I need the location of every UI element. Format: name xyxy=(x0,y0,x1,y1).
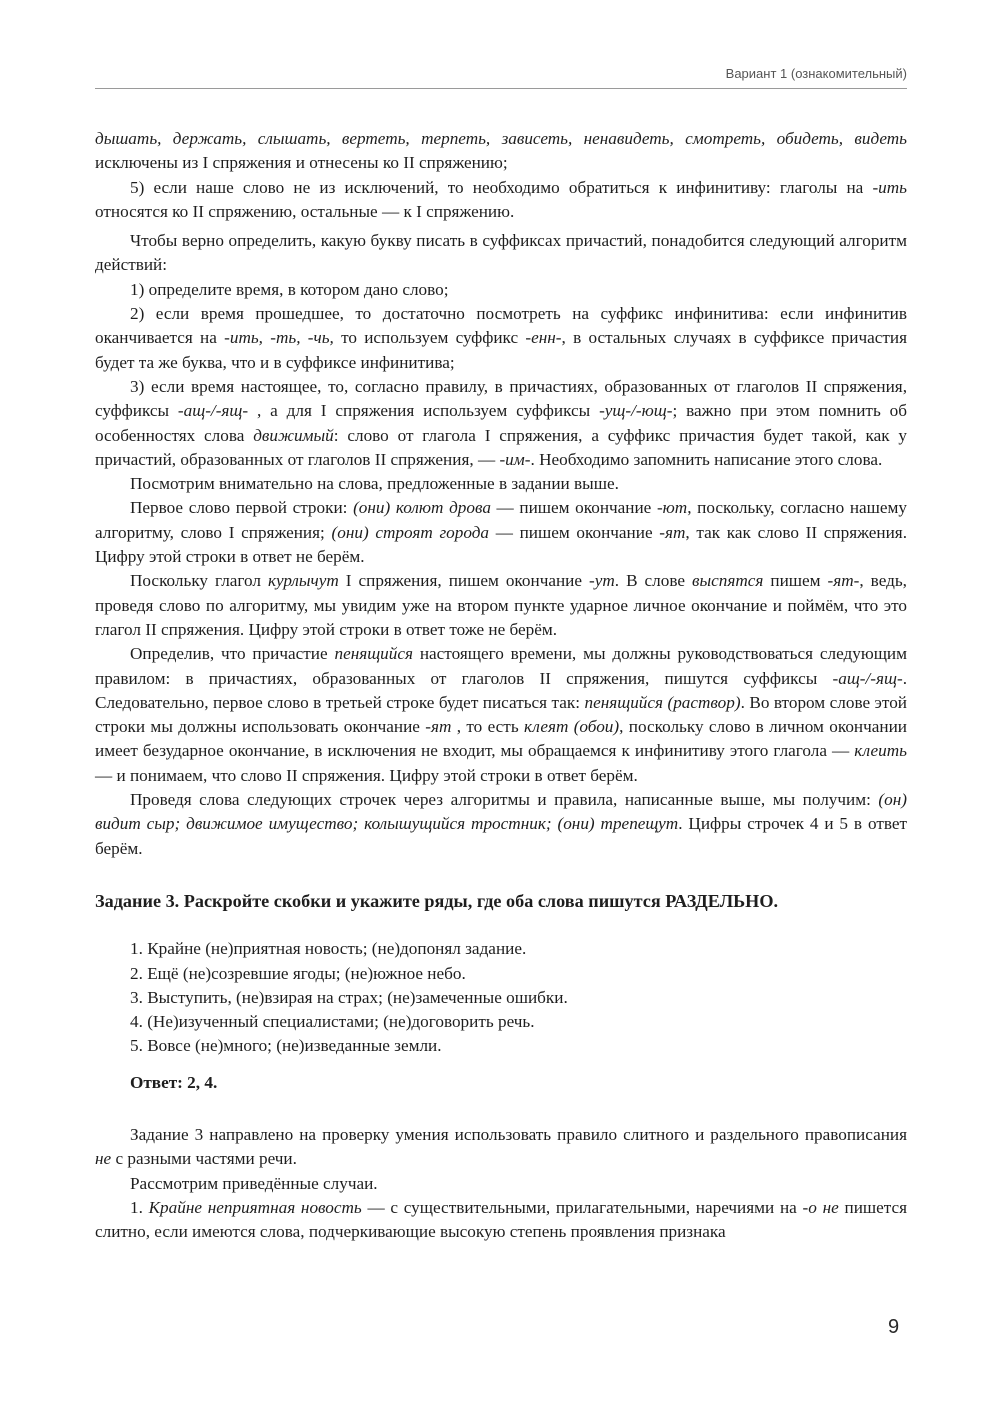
text: . В слове xyxy=(614,571,693,591)
list-item: 4. (Не)изученный специалистами; (не)договорить речь. xyxy=(130,1012,535,1032)
text: 1. xyxy=(130,1197,149,1217)
page-content xyxy=(95,127,907,1244)
italic-term: движимый xyxy=(253,425,334,445)
paragraph: Рассмотрим приведённые случаи. xyxy=(130,1173,378,1193)
text: с разными частями речи. xyxy=(111,1149,297,1169)
paragraph xyxy=(95,788,907,861)
italic-term: выспятся xyxy=(692,571,764,591)
list-item: 1. Крайне (не)приятная новость; (не)допонял задание. xyxy=(130,939,527,959)
text: 2) если время прошедшее, то достаточно посмотреть на суффикс инфинитива: если инфинитив оканчивается на xyxy=(95,304,907,348)
text: , поскольку слово в личном окончании имеет безударное окончание, в исключения не входит, мы обращаемся к инфинитиву этого глагола — xyxy=(95,717,907,761)
paragraph xyxy=(95,569,907,642)
italic-term: -ить xyxy=(872,177,907,197)
text: настоящего времени, мы должны руководствоваться следующим правилом: в причастиях, образованных от глаголов II спряжения, пишутся суффиксы xyxy=(95,644,907,688)
text: Первое слово первой строки: xyxy=(130,498,354,518)
paragraph xyxy=(95,302,907,375)
text: ; важно при этом помнить об особенностях слова xyxy=(95,401,907,445)
text: , а для I спряжения используем суффиксы xyxy=(248,401,600,421)
italic-term: (они) строят города xyxy=(331,522,490,542)
text: , то есть xyxy=(451,717,525,737)
italic-term: пенящийся (раствор) xyxy=(584,692,741,712)
page-number: 9 xyxy=(888,1316,900,1338)
text: . Цифры строчек 4 и 5 в ответ берём. xyxy=(95,814,907,858)
italic-word-list: дышать, держать, слышать, вертеть, терпеть, зависеть, ненавидеть, смотреть, обидеть, видеть xyxy=(95,129,907,148)
text: относятся ко II спряжению, остальные — к I спряжению. xyxy=(95,201,515,221)
text: — и понимаем, что слово II спряжения. Цифру этой строки в ответ берём. xyxy=(95,765,638,785)
text: 3) если время настоящее, то, согласно правилу, в причастиях, образованных от глаголов II спряжения, суффиксы xyxy=(95,376,907,421)
text: . Необходимо запомнить написание этого слова. xyxy=(530,449,883,469)
header-rule xyxy=(95,88,907,89)
italic-term: курлычут xyxy=(267,571,339,591)
text: Проведя слова следующих строчек через алгоритмы и правила, написанные выше, мы получим: xyxy=(130,790,879,810)
list-item: 5. Вовсе (не)много; (не)изведанные земли. xyxy=(130,1036,442,1056)
paragraph xyxy=(95,642,907,788)
text: , ведь, проведя слово по алгоритму, мы увидим уже на втором пункте ударное личное окончание и поймём, что это глагол II спряжения. Цифру этой строки в ответ тоже не берём. xyxy=(95,571,907,639)
list-item: 2. Ещё (не)созревшие ягоды; (не)южное небо. xyxy=(130,963,466,983)
italic-term: Крайне неприятная новость xyxy=(148,1197,362,1217)
paragraph: 1) определите время, в котором дано слово; xyxy=(130,279,449,299)
paragraph xyxy=(95,176,907,225)
text: то используем суффикс xyxy=(333,328,526,348)
italic-term: клеить xyxy=(854,741,907,761)
paragraph: Посмотрим внимательно на слова, предложенные в задании выше. xyxy=(130,474,619,494)
text: , так как слово II спряжения. Цифру этой строки в ответ не берём. xyxy=(95,522,908,567)
text: I спряжения, пишем окончание xyxy=(338,571,590,591)
italic-term: -ут xyxy=(589,571,615,591)
text: исключены из I спряжения и отнесены ко II спряжению; xyxy=(95,153,508,173)
text: . Во втором слове этой строки мы должны использовать окончание xyxy=(95,692,907,737)
text: Определив, что причастие xyxy=(130,644,335,664)
italic-term: -ущ-/-ющ- xyxy=(599,401,673,421)
task-options-list xyxy=(95,937,907,1058)
italic-term: -ащ-/-ящ- xyxy=(832,668,903,688)
italic-term: (он) видит сыр; движимое имущество; колышущийся тростник; (они) трепещут xyxy=(95,790,907,834)
italic-term: -им- xyxy=(499,449,531,469)
paragraph xyxy=(95,496,907,569)
answer: Ответ: 2, 4. xyxy=(130,1072,218,1092)
task-title: Задание 3. Раскройте скобки и укажите ряды, где оба слова пишутся РАЗДЕЛЬНО. xyxy=(95,890,779,911)
italic-term: -ить, -ть, -чь, xyxy=(224,328,334,348)
paragraph xyxy=(95,1123,907,1172)
italic-term: -о не xyxy=(802,1197,839,1217)
text: — пишем окончание xyxy=(489,522,660,542)
text: пишется слитно, если имеются слова, подчеркивающие высокую степень проявления признака xyxy=(95,1197,908,1242)
paragraph xyxy=(95,127,907,176)
text: 5) если наше слово не из исключений, то необходимо обратиться к инфинитиву: глаголы на xyxy=(130,177,873,197)
list-item: 3. Выступить, (не)взирая на страх; (не)замеченные ошибки. xyxy=(130,987,568,1007)
paragraph xyxy=(95,1196,907,1245)
italic-term: -енн- xyxy=(525,328,562,348)
text: , поскольку, согласно нашему алгоритму, слово I спряжения; xyxy=(95,498,907,542)
text: пишем xyxy=(763,571,828,591)
italic-term: пенящийся xyxy=(334,644,413,664)
italic-term: -ят- xyxy=(827,571,860,591)
text: . Следовательно, первое слово в третьей строке будет писаться так: xyxy=(95,668,907,712)
paragraph: Чтобы верно определить, какую букву писать в суффиксах причастий, понадобится следующий алгоритм действий: xyxy=(95,231,907,275)
italic-term: не xyxy=(95,1149,112,1169)
text: , в остальных случаях в суффиксе причастия будет та же буква, что и в суффиксе инфинитива; xyxy=(95,328,907,372)
italic-term: (они) колют дрова xyxy=(353,498,491,518)
text: Поскольку глагол xyxy=(130,571,268,591)
text: — с существительными, прилагательными, наречиями на xyxy=(361,1197,803,1217)
italic-term: -ют xyxy=(656,498,688,518)
italic-term: -ят xyxy=(659,522,686,542)
italic-term: -ащ-/-ящ- xyxy=(177,401,249,421)
text: — пишем окончание xyxy=(490,498,657,518)
text: Задание 3 направлено на проверку умения использовать правило слитного и раздельного правописания xyxy=(130,1124,907,1144)
italic-term: клеят (обои) xyxy=(524,717,620,737)
italic-term: -ят xyxy=(425,717,452,737)
paragraph xyxy=(95,375,907,472)
text: : слово от глагола I спряжения, а суффикс причастия будет такой, как у причастий, образованных от глаголов II спряжения, — xyxy=(95,425,908,469)
running-header: Вариант 1 (ознакомительный) xyxy=(725,66,907,81)
